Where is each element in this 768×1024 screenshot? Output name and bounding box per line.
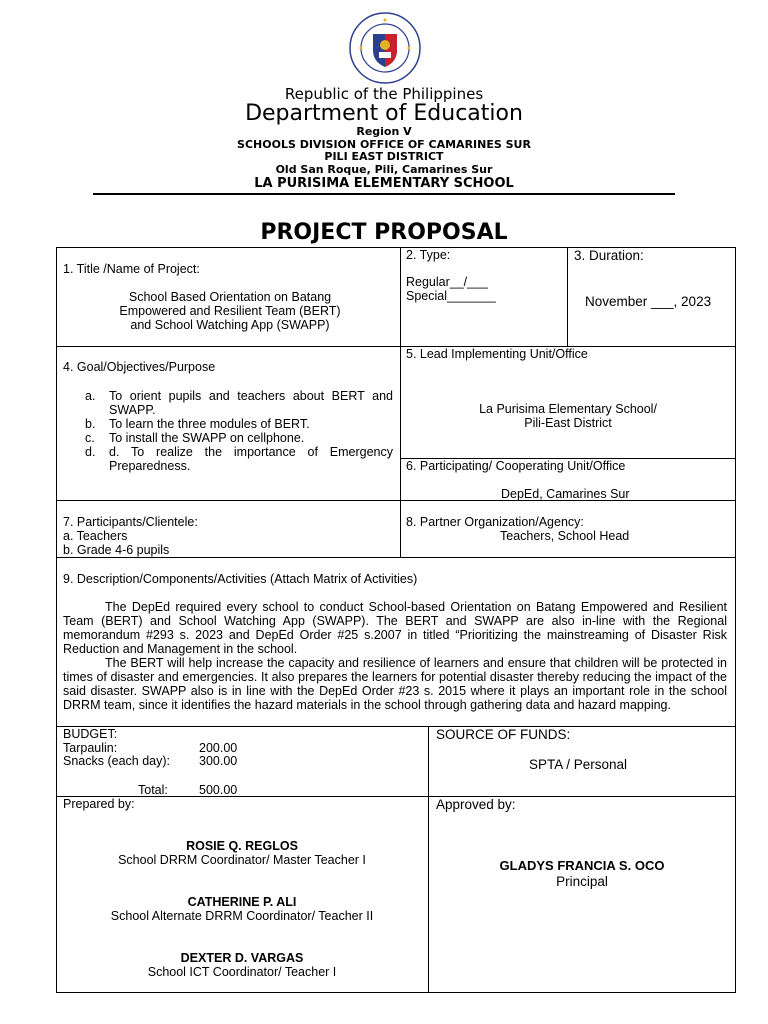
- description-label: 9. Description/Components/Activities (Attach Matrix of Activities): [63, 572, 418, 586]
- type-label: 2. Type:: [406, 248, 451, 262]
- type-regular: Regular__/___: [406, 275, 489, 289]
- region-heading: Region V: [356, 125, 412, 138]
- source-of-funds-value: SPTA / Personal: [529, 757, 628, 772]
- project-title-line: School Based Orientation on Batang: [128, 290, 332, 304]
- budget-total-label: Total:: [138, 783, 168, 797]
- budget-item-name: Tarpaulin:: [63, 741, 118, 755]
- row-divider: [56, 346, 736, 347]
- participant-item: b. Grade 4-6 pupils: [63, 543, 170, 557]
- description-paragraph: The DepEd required every school to conduct School-based Orientation on Batang Empowered and Resilient Team (BERT) and School Watching App (SWAPP). The BERT and SWAPP are also in-line with the Regional memorandum #293 s. 2023 and DepEd Order #25 s.2007 in titled “Prioritizing the mainstreaming of Disaster Risk Reduction and Management in the school.: [63, 600, 727, 656]
- lead-unit-line: Pili-East District: [524, 416, 612, 430]
- project-title-line: and School Watching App (SWAPP): [130, 318, 330, 332]
- participating-unit-value: DepEd, Camarines Sur: [501, 487, 630, 501]
- row-divider: [56, 500, 736, 501]
- list-item: c. To install the SWAPP on cellphone.: [85, 431, 305, 445]
- preparer-role: School ICT Coordinator/ Teacher I: [147, 965, 337, 979]
- type-special: Special_______: [406, 289, 496, 303]
- duration-label: 3. Duration:: [574, 248, 644, 263]
- division-heading: SCHOOLS DIVISION OFFICE OF CAMARINES SUR: [237, 138, 531, 151]
- preparer-name: CATHERINE P. ALI: [187, 895, 297, 909]
- republic-heading: Republic of the Philippines: [284, 85, 484, 103]
- preparer-role: School DRRM Coordinator/ Master Teacher I: [118, 853, 366, 867]
- document-title: PROJECT PROPOSAL: [260, 220, 508, 245]
- header-divider: [93, 193, 675, 195]
- objectives-list: [63, 389, 393, 473]
- lead-unit-value: [400, 402, 736, 430]
- row-divider: [56, 557, 736, 558]
- department-heading: Department of Education: [245, 101, 523, 126]
- goal-label: 4. Goal/Objectives/Purpose: [63, 360, 216, 374]
- partner-value: Teachers, School Head: [500, 529, 630, 543]
- participant-item: a. Teachers: [63, 529, 128, 543]
- description-paragraph: The BERT will help increase the capacity and resilience of learners and ensure that children will be protected in times of disaster and emergencies. It also prepares the learners for potential disaster thereby reducing the impact of the said disaster. SWAPP also is in line with the DepEd Order #23 s. 2015 where it plays an important role in the school DRRM team, since it identifies the hazard materials in the school through gathering data and hazard mapping.: [63, 656, 727, 712]
- lead-unit-label: 5. Lead Implementing Unit/Office: [406, 347, 588, 361]
- source-of-funds-label: SOURCE OF FUNDS:: [436, 727, 571, 742]
- project-title-line: Empowered and Resilient Team (BERT): [119, 304, 341, 318]
- participating-unit-label: 6. Participating/ Cooperating Unit/Office: [406, 459, 626, 473]
- budget-item-amount: 300.00: [199, 754, 238, 768]
- district-heading: PILI EAST DISTRICT: [324, 150, 444, 163]
- lead-unit-line: La Purisima Elementary School/: [479, 402, 657, 416]
- budget-item-amount: 200.00: [199, 741, 238, 755]
- duration-value: November ___, 2023: [585, 294, 712, 309]
- project-title-value: [60, 290, 400, 332]
- preparer-role: School Alternate DRRM Coordinator/ Teacher II: [110, 909, 374, 923]
- school-heading: LA PURISIMA ELEMENTARY SCHOOL: [254, 176, 514, 191]
- address-heading: Old San Roque, Pili, Camarines Sur: [275, 163, 493, 176]
- deped-seal-logo: [349, 12, 421, 84]
- list-item: d. d. To realize the importance of Emergency Preparedness.: [85, 445, 393, 473]
- participants-label: 7. Participants/Clientele:: [63, 515, 198, 529]
- partner-label: 8. Partner Organization/Agency:: [406, 515, 584, 529]
- approved-by-label: Approved by:: [436, 797, 516, 812]
- approver-name: GLADYS FRANCIA S. OCO: [499, 858, 665, 873]
- budget-total-amount: 500.00: [199, 783, 238, 797]
- budget-item-name: Snacks (each day):: [63, 754, 170, 768]
- row-divider: [56, 726, 736, 727]
- column-divider: [567, 247, 568, 346]
- budget-label: BUDGET:: [63, 727, 118, 741]
- list-item: a. To orient pupils and teachers about BERT and SWAPP.: [85, 389, 393, 417]
- list-item: b. To learn the three modules of BERT.: [85, 417, 310, 431]
- preparer-name: DEXTER D. VARGAS: [180, 951, 304, 965]
- preparer-name: ROSIE Q. REGLOS: [186, 839, 298, 853]
- approver-role: Principal: [556, 874, 608, 889]
- prepared-by-label: Prepared by:: [63, 797, 135, 811]
- project-title-label: 1. Title /Name of Project:: [63, 262, 200, 276]
